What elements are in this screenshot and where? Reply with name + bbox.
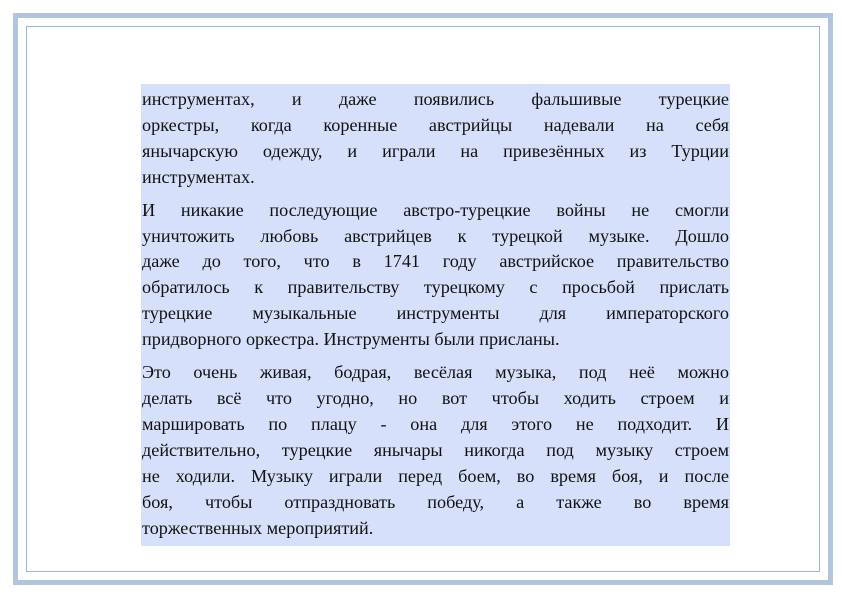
text-line: оркестры, когда коренные австрийцы надевали на себя — [142, 114, 729, 135]
text-line: придворного оркестра. Инструменты были присланы. — [142, 329, 560, 350]
text-line: даже до того, что в 1741 году австрийское правительство — [142, 251, 729, 272]
text-line: И никакие последующие австро-турецкие войны не смогли — [142, 199, 729, 220]
text-line: боя, чтобы отпраздновать победу, а также во время — [142, 491, 729, 512]
text-line: инструментах, и даже появились фальшивые турецкие — [142, 89, 729, 109]
text-line: инструментах. — [142, 166, 255, 187]
text-line: уничтожить любовь австрийцев к турецкой музыке. Дошло — [142, 225, 729, 246]
text-line: янычарскую одежду, и играли на привезённых из Турции — [142, 140, 729, 161]
text-line: Это очень живая, бодрая, весёлая музыка, под неё можно — [142, 362, 729, 383]
paragraph-3 — [142, 360, 729, 541]
text-line: маршировать по плацу - она для этого не подходит. И — [142, 413, 729, 434]
text-line: делать всё что угодно, но вот чтобы ходить строем и — [142, 387, 729, 408]
paragraph-1 — [142, 87, 729, 191]
text-line: действительно, турецкие янычары никогда под музыку строем — [142, 439, 729, 460]
text-line: обратилось к правительству турецкому с просьбой прислать — [142, 277, 729, 298]
text-box — [141, 84, 730, 546]
text-line: турецкие музыкальные инструменты для императорского — [142, 303, 729, 324]
text-line: торжественных мероприятий. — [142, 517, 374, 538]
text-line: не ходили. Музыку играли перед боем, во время боя, и после — [142, 465, 729, 486]
paragraph-2 — [142, 198, 729, 353]
